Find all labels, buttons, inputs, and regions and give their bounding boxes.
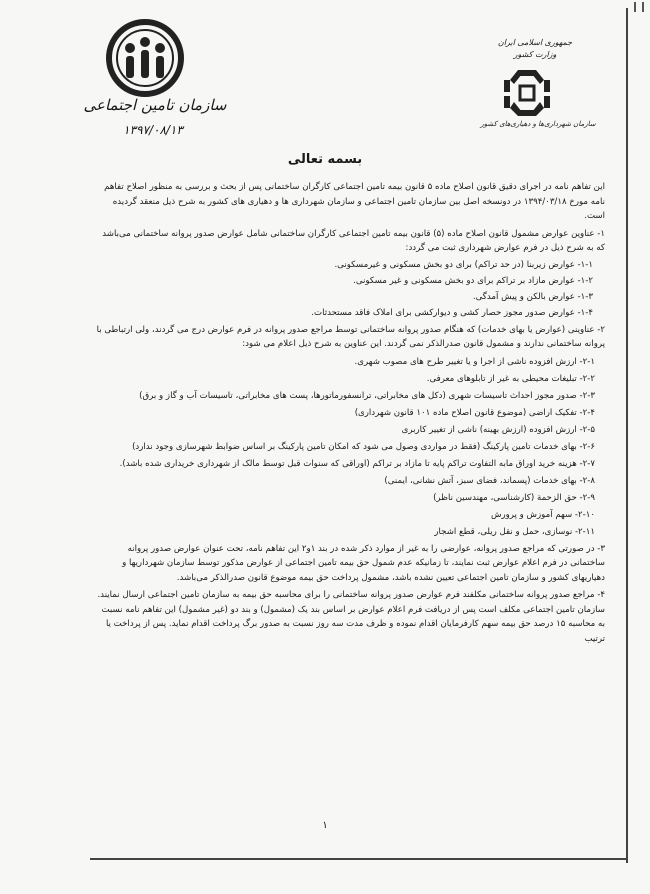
page-border-right bbox=[626, 8, 628, 863]
section-2-item: ۲-۴- تفکیک اراضی (موضوع قانون اصلاح ماده ۱۰۱ قانون شهرداری) bbox=[354, 407, 595, 418]
section-2-item: ۲-۳- صدور مجوز احداث تاسیسات شهری (دکل های مخابراتی، ترانسفورماتورها، پست های مخابراتی، تاسیسات آب و گاز و برق) bbox=[139, 390, 595, 401]
section-1: ۱- عناوین عوارض مشمول قانون اصلاح ماده (۵) قانون بیمه تامین اجتماعی کارگران ساختمانی شامل عوارض صدور پروانه ساختمانی می‌باشد که به شرح ذیل در فرم عوارض شهرداری ثبت می گردد: bbox=[102, 228, 605, 253]
section-2-item: ۲-۲- تبلیغات محیطی به غیر از تابلوهای معرفی. bbox=[426, 373, 595, 384]
section-2-item: ۲-۷- هزینه خرید اوراق مابه التفاوت تراکم پایه تا مازاد بر تراکم (اوراقی که سنوات قبل توسط مالک از شهرداری خریداری شده باشد). bbox=[119, 458, 595, 469]
section-2-item: ۲-۱۰- سهم آموزش و پرورش bbox=[490, 509, 595, 520]
document-body bbox=[95, 180, 605, 649]
section-2-item: ۲-۱۱- نوسازی، حمل و نقل ریلی، قطع اشجار bbox=[434, 526, 595, 537]
ministry-subtitle: سازمان شهرداری‌ها و دهیاری‌های کشور bbox=[480, 120, 596, 128]
municipalities-logo bbox=[498, 68, 556, 118]
section-2-item: ۲-۶- بهای خدمات تامین پارکینگ (فقط در مواردی وصول می شود که امکان تامین پارکینگ بر اساس ضوابط شهرسازی وجود ندارد) bbox=[132, 441, 595, 452]
section-2-item: ۲-۱- ارزش افزوده ناشی از اجرا و یا تغییر طرح های مصوب شهری. bbox=[354, 356, 595, 367]
ministry-line-2: وزارت کشور bbox=[513, 50, 557, 59]
section-1-item: ۱-۲- عوارض مازاد بر تراکم برای دو بخش مسکونی و غیر مسکونی. bbox=[353, 275, 593, 286]
intro-paragraph: این تفاهم نامه در اجرای دقیق قانون اصلاح ماده ۵ قانون بیمه تامین اجتماعی کارگران ساختمانی پس از بحث و بررسی به منظور اصلاح تفاهم نامه مورخ ۱۳۹۴/۰۳/۱۸ در دونسخه اصل بین سازمان تامین اجتماعی و سازمان شهرداری ها و دهیاری های کشور به شرح ذیل منعقد گردیده است. bbox=[104, 182, 605, 221]
ministry-title bbox=[480, 37, 590, 61]
section-2-item: ۲-۵- ارزش افزوده (ارزش بهینه) ناشی از تغییر کاربری bbox=[401, 424, 595, 435]
section-2: ۲- عناوینی (عوارض یا بهای خدمات) که هنگام صدور پروانه ساختمانی توسط مراجع صدور پروانه در فرم عوارض درج می گردند، ولی ارتباطی با پروانه ساختمانی ندارند و مشمول قانون صدرالذکر نمی گردند. این عناوین به شرح ذیل اعلام می شود: bbox=[96, 324, 605, 349]
page-border-bottom bbox=[90, 858, 628, 860]
page-heading: بسمه تعالی bbox=[287, 152, 363, 167]
section-2-item: ۲-۸- بهای خدمات (پسماند، فضای سبز، آتش نشانی، ایمنی) bbox=[384, 475, 595, 486]
section-4: ۴- مراجع صدور پروانه ساختمانی مکلفند فرم عوارض صدور پروانه ساختمانی را برای محاسبه حق بیمه به سازمان تامین اجتماعی ارسال نمایند. سازمان تامین اجتماعی مکلف است پس از دریافت فرم اعلام عوارض بر اساس بند یک (مشمول) و بند دو (غیر مشمول) این تفاهم نامه نسبت به محاسبه ۱۵ درصد حق بیمه سهم کارفرمایان اقدام نموده و ظرف مدت سه روز نسبت به صدور برگ پرداخت اقدام نماید. پس از پرداخت یا ترتیب bbox=[97, 590, 605, 644]
section-3: ۳- در صورتی که مراجع صدور پروانه، عوارضی را به غیر از موارد ذکر شده در بند ۱و۲ این تفاهم نامه، تحت عنوان عوارض صدور پروانه ساختمانی در فرم اعلام عوارض ثبت نمایند، تا زمانیکه عدم شمول حق بیمه تامین اجتماعی از عوارض مذکور توسط سازمان شهرداریها و دهیاریهای کشور و سازمان تامین اجتماعی تعیین نشده باشد، مشمول پرداخت حق بیمه موضوع قانون صدرالذکر می‌باشد. bbox=[122, 543, 605, 583]
org-name: سازمان تامین اجتماعی bbox=[83, 96, 227, 114]
corner-mark bbox=[634, 2, 644, 12]
section-2-item: ۲-۹- حق الزحمة (کارشناسی، مهندسین ناظر) bbox=[433, 492, 595, 503]
page-number: ۱ bbox=[322, 820, 328, 831]
document-date: ۱۳۹۷/۰۸/۱۳ bbox=[123, 123, 183, 137]
section-1-item: ۱-۴- عوارض صدور مجوز حصار کشی و دیوارکشی برای املاک فاقد مستحدثات. bbox=[311, 307, 593, 318]
ministry-line-1: جمهوری اسلامی ایران bbox=[497, 38, 573, 47]
social-security-logo bbox=[100, 18, 190, 108]
section-1-item: ۱-۳- عوارض بالکن و پیش آمدگی. bbox=[472, 291, 593, 302]
section-1-item: ۱-۱- عوارض زیربنا (در حد تراکم) برای دو بخش مسکونی و غیرمسکونی. bbox=[334, 259, 593, 270]
